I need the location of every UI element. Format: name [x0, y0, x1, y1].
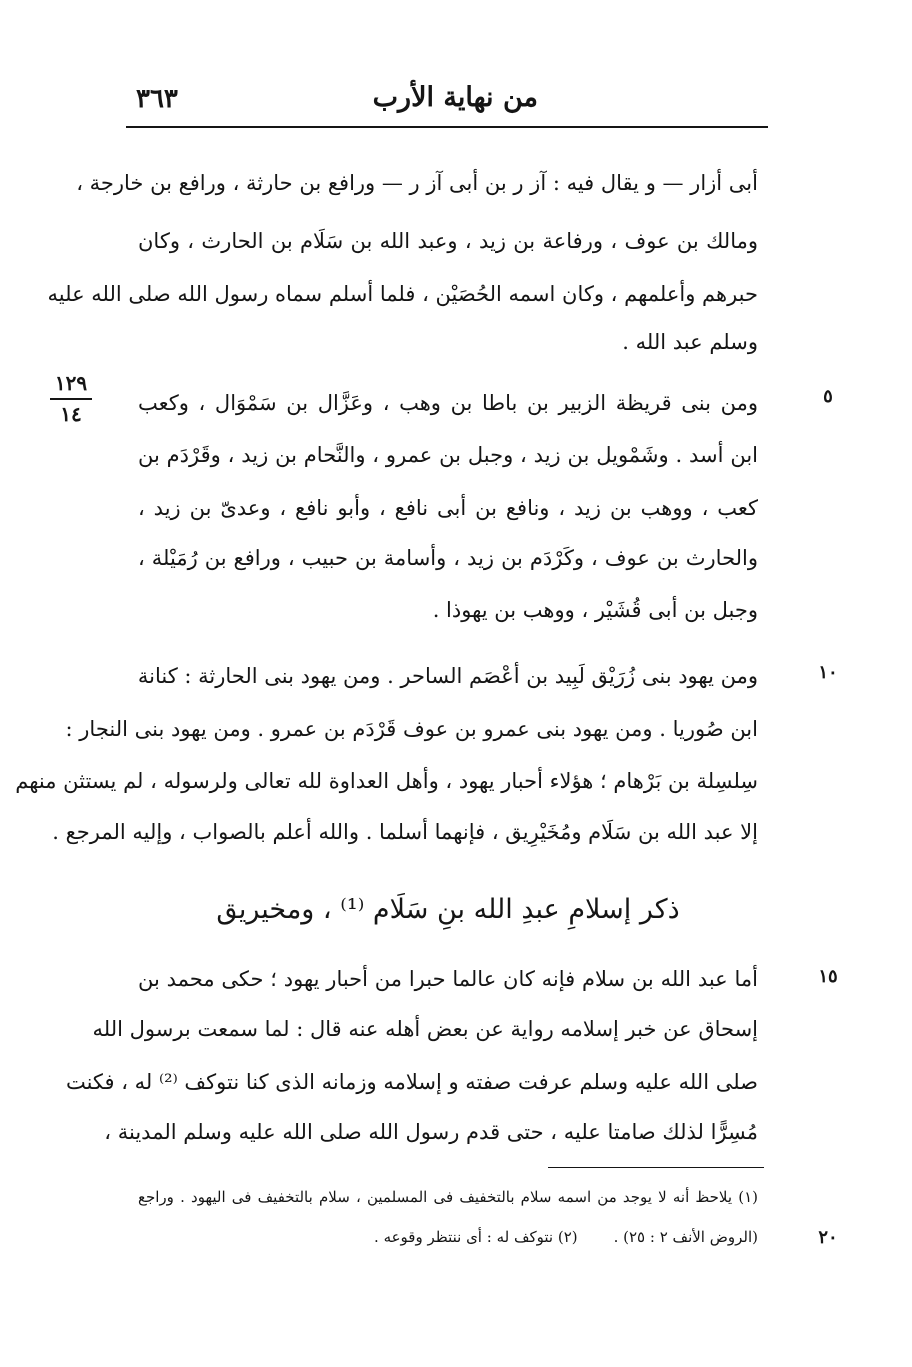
margin-reference-lower: ١٤ [60, 402, 82, 426]
section-heading: ذكر إسلامِ عبدِ الله بنِ سَلَام ⁽¹⁾ ، ومخيريق [216, 894, 680, 925]
running-title: من نهاية الأرب [372, 82, 538, 113]
text-line: إسحاق عن خبر إسلامه رواية عن بعض أهله عنه قال : لما سمعت برسول الله [92, 1017, 758, 1041]
line-number-15: ١٥ [818, 966, 838, 987]
margin-reference [46, 370, 96, 426]
text-line: حبرهم وأعلمهم ، وكان اسمه الحُصَيْن ، فلما أسلم سماه رسول الله صلى الله عليه [47, 282, 758, 306]
page-number: ٣٦٣ [136, 84, 178, 114]
text-line: وسلم عبد الله . [622, 330, 758, 354]
text-line: والحارث بن عوف ، وكَرْدَم بن زيد ، وأسامة بن حبيب ، ورافع بن رُمَيْلة ، [138, 546, 758, 570]
text-line: ابن أسد . وشَمْويل بن زيد ، وجبل بن عمرو ، والنَّحام بن زيد ، وقَرْدَم بن [138, 443, 758, 467]
footnote-line-2 [138, 1226, 758, 1248]
text-line: كعب ، ووهب بن زيد ، ونافع بن أبى نافع ، وأبو نافع ، وعدىّ بن زيد ، [138, 496, 758, 520]
line-number-10: ١٠ [818, 662, 838, 683]
text-line: إلا عبد الله بن سَلَام ومُخَيْرِيق ، فإنهما أسلما . والله أعلم بالصواب ، وإليه المرجع . [52, 820, 758, 844]
header-rule [126, 126, 768, 128]
text-line: مُسِرًّا لذلك صامتا عليه ، حتى قدم رسول الله صلى الله عليه وسلم المدينة ، [104, 1120, 758, 1144]
text-line: ومن بنى قريظة الزبير بن باطا بن وهب ، وعَزَّال بن سَمْوَال ، وكعب [138, 391, 758, 415]
footnote-1-continuation: (الروض الأنف ٢ : ٢٥) . [613, 1228, 758, 1246]
running-header [128, 72, 768, 122]
text-line: صلى الله عليه وسلم عرفت صفته و إسلامه وزمانه الذى كنا نتوكف ⁽²⁾ له ، فكنت [65, 1070, 758, 1094]
margin-reference-rule [50, 398, 92, 400]
line-number-5: ٥ [823, 386, 833, 407]
text-line: أبى أزار — و يقال فيه : آز ر بن أبى آز ر — ورافع بن حارثة ، ورافع بن خارجة ، [76, 171, 758, 195]
text-line: أما عبد الله بن سلام فإنه كان عالما حبرا من أحبار يهود ؛ حكى محمد بن [138, 967, 758, 991]
footnote-2: (٢) نتوكف له : أى ننتظر وقوعه . [374, 1228, 578, 1246]
footnote-1: (١) يلاحظ أنه لا يوجد من اسمه سلام بالتخفيف فى المسلمين ، سلام بالتخفيف فى اليهود . وراجع [138, 1188, 758, 1206]
footnote-rule [548, 1167, 764, 1168]
text-line: وجبل بن أبى قُشَيْر ، ووهب بن يهوذا . [432, 598, 758, 622]
text-line: ابن صُوريا . ومن يهود بنى عمرو بن عوف قَرْدَم بن عمرو . ومن يهود بنى النجار : [65, 717, 758, 741]
text-line: ومالك بن عوف ، ورفاعة بن زيد ، وعبد الله بن سَلَام بن الحارث ، وكان [138, 229, 758, 253]
text-line: سِلسِلة بن بَرْهام ؛ هؤلاء أحبار يهود ، وأهل العداوة لله تعالى ولرسوله ، لم يستثن منهم [15, 769, 758, 793]
margin-reference-upper: ١٢٩ [54, 371, 88, 395]
text-line: ومن يهود بنى زُرَيْق لَبِيد بن أعْصَم الساحر . ومن يهود بنى الحارثة : كنانة [137, 664, 758, 688]
line-number-20: ٢٠ [818, 1227, 838, 1248]
